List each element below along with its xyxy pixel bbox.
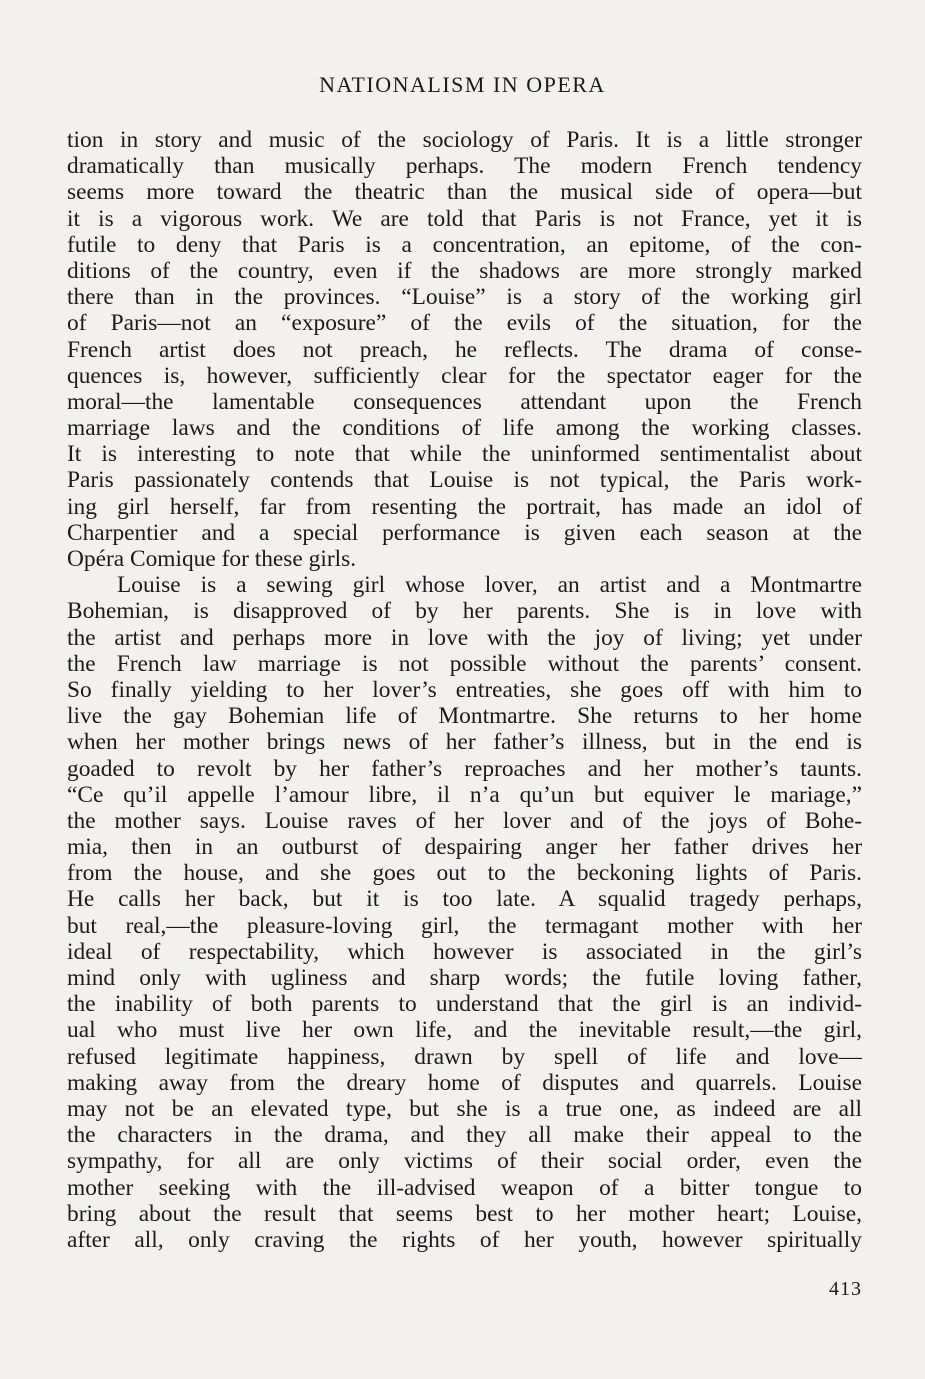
text-line: making away from the dreary home of disputes and quarrels. Louise — [67, 1069, 862, 1096]
text-line: sympathy, for all are only victims of their social order, even the — [67, 1148, 862, 1175]
text-line: Opéra Comique for these girls. — [67, 546, 357, 572]
text-line: “Ce qu’il appelle l’amour libre, il n’a qu’un but equiver le mariage,” — [67, 781, 862, 808]
text-line: Louise is a sewing girl whose lover, an artist and a Montmartre — [117, 572, 862, 599]
running-head: NATIONALISM IN OPERA — [319, 72, 606, 97]
text-line: it is a vigorous work. We are told that Paris is not France, yet it is — [67, 205, 862, 232]
text-line: Bohemian, is disapproved of by her parents. She is in love with — [67, 598, 862, 625]
text-line: futile to deny that Paris is a concentration, an epitome, of the con- — [67, 231, 862, 258]
text-line: the characters in the drama, and they all make their appeal to the — [67, 1122, 862, 1149]
text-line: It is interesting to note that while the uninformed sentimentalist about — [67, 441, 862, 468]
text-line: mother seeking with the ill-advised weapon of a bitter tongue to — [67, 1174, 862, 1201]
page-number: 413 — [829, 1278, 862, 1300]
text-line: when her mother brings news of her father’s illness, but in the end is — [67, 729, 862, 756]
text-line: So finally yielding to her lover’s entreaties, she goes off with him to — [67, 676, 862, 703]
text-line: marriage laws and the conditions of life among the working classes. — [67, 415, 862, 442]
text-line: ideal of respectability, which however is associated in the girl’s — [67, 938, 862, 965]
text-line: ditions of the country, even if the shadows are more strongly marked — [67, 257, 862, 284]
text-line: the French law marriage is not possible without the parents’ consent. — [67, 650, 862, 677]
text-line: of Paris—not an “exposure” of the evils of the situation, for the — [67, 310, 862, 337]
text-line: there than in the provinces. “Louise” is a story of the working girl — [67, 284, 862, 311]
text-line: after all, only craving the rights of her youth, however spiritually — [67, 1226, 862, 1253]
text-line: may not be an elevated type, but she is a true one, as indeed are all — [67, 1095, 862, 1122]
text-line: the inability of both parents to understand that the girl is an individ- — [67, 991, 862, 1018]
text-line: the mother says. Louise raves of her lover and of the joys of Bohe- — [67, 807, 862, 834]
text-line: ing girl herself, far from resenting the portrait, has made an idol of — [67, 493, 862, 520]
text-line: Charpentier and a special performance is given each season at the — [67, 519, 862, 546]
text-line: the artist and perhaps more in love with the joy of living; yet under — [67, 624, 862, 651]
text-line: moral—the lamentable consequences attendant upon the French — [67, 388, 862, 415]
text-line: Paris passionately contends that Louise is not typical, the Paris work- — [67, 467, 862, 494]
text-line: mia, then in an outburst of despairing anger her father drives her — [67, 834, 862, 861]
text-line: He calls her back, but it is too late. A squalid tragedy perhaps, — [67, 886, 862, 913]
text-line: from the house, and she goes out to the beckoning lights of Paris. — [67, 860, 862, 887]
text-line: tion in story and music of the sociology of Paris. It is a little stronger — [67, 127, 862, 153]
text-line: bring about the result that seems best to her mother heart; Louise, — [67, 1200, 862, 1227]
text-line: quences is, however, sufficiently clear for the spectator eager for the — [67, 362, 862, 389]
body-text — [67, 127, 862, 1253]
text-line: live the gay Bohemian life of Montmartre. She returns to her home — [67, 703, 862, 730]
text-line: mind only with ugliness and sharp words; the futile loving father, — [67, 965, 862, 991]
text-line: dramatically than musically perhaps. The modern French tendency — [67, 153, 862, 180]
text-line: refused legitimate happiness, drawn by spell of life and love— — [67, 1043, 862, 1070]
text-line: ual who must live her own life, and the inevitable result,—the girl, — [67, 1017, 862, 1044]
text-line: goaded to revolt by her father’s reproaches and her mother’s taunts. — [67, 755, 862, 782]
text-line: but real,—the pleasure-loving girl, the termagant mother with her — [67, 912, 862, 939]
text-line: French artist does not preach, he reflects. The drama of conse- — [67, 336, 862, 363]
text-line: seems more toward the theatric than the musical side of opera—but — [67, 179, 862, 206]
